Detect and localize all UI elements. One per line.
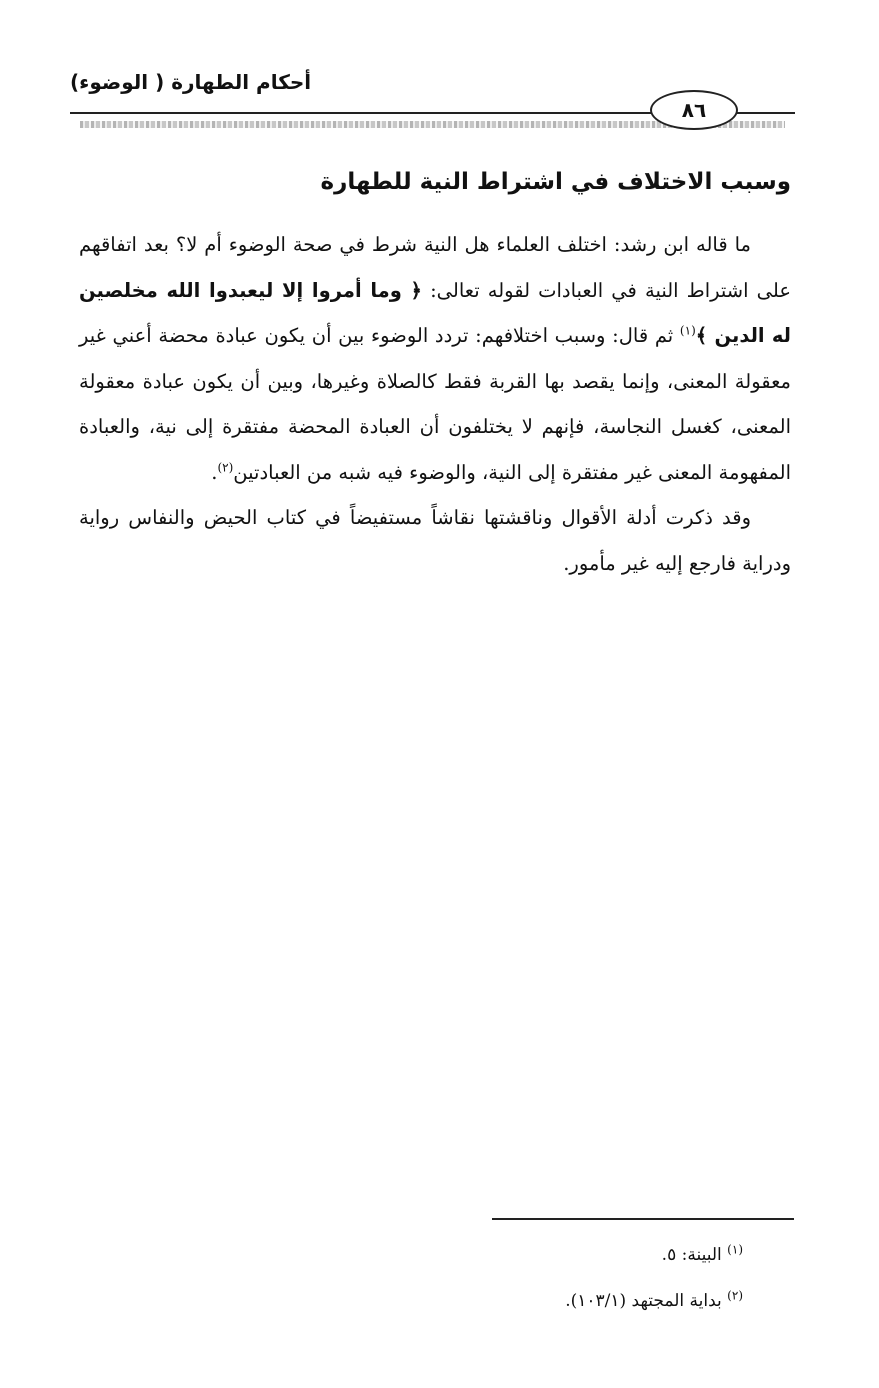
footnote-2-text: بداية المجتهد (١٠٣/١).	[565, 1291, 722, 1311]
footnote-ref-1: (١)	[679, 323, 696, 338]
paragraph-1-end: .	[211, 460, 218, 484]
body-text	[79, 222, 791, 586]
footnote-rule	[492, 1218, 794, 1220]
footnotes	[343, 1232, 743, 1324]
paragraph-1	[79, 222, 791, 495]
footnote-1-text: البينة: ٥.	[661, 1245, 722, 1265]
footnote-2-marker: (٢)	[727, 1288, 743, 1303]
paragraph-1-part-1: ما قاله ابن رشد: اختلف العلماء هل النية شرط في صحة الوضوء أم لا؟ بعد اتفاقهم على اشتراط النية في العبادات لقوله تعالى:	[79, 233, 791, 302]
footnote-1	[343, 1232, 743, 1278]
running-header-title: أحكام الطهارة ( الوضوء)	[70, 70, 312, 94]
footnote-2	[343, 1278, 743, 1324]
paragraph-2: وقد ذكرت أدلة الأقوال وناقشتها نقاشاً مستفيضاً في كتاب الحيض والنفاس رواية ودراية فارجع إليه غير مأمور.	[79, 506, 791, 575]
page-number: ٨٦	[650, 90, 738, 130]
paragraph-1-part-2: ثم قال: وسبب اختلافهم: تردد الوضوء بين أن يكون عبادة محضة أعني غير معقولة المعنى، وإنما يقصد بها القربة فقط كالصلاة وغيرها، وبين أن يكون عبادة معقولة المعنى، كغسل النجاسة، فإنهم لا يختلفون أن العبادة المحضة مفتقرة إلى نية، والعبادة المفهومة المعنى غير مفتقرة إلى النية، والوضوء فيه شبه من العبادتين	[79, 324, 791, 484]
section-heading: وسبب الاختلاف في اشتراط النية للطهارة	[320, 169, 791, 195]
footnote-1-marker: (١)	[727, 1242, 743, 1257]
quran-quote: ﴿ وما أمروا إلا ليعبدوا الله مخلصين له الدين ﴾	[79, 278, 791, 347]
footnote-ref-2: (٢)	[217, 460, 234, 474]
